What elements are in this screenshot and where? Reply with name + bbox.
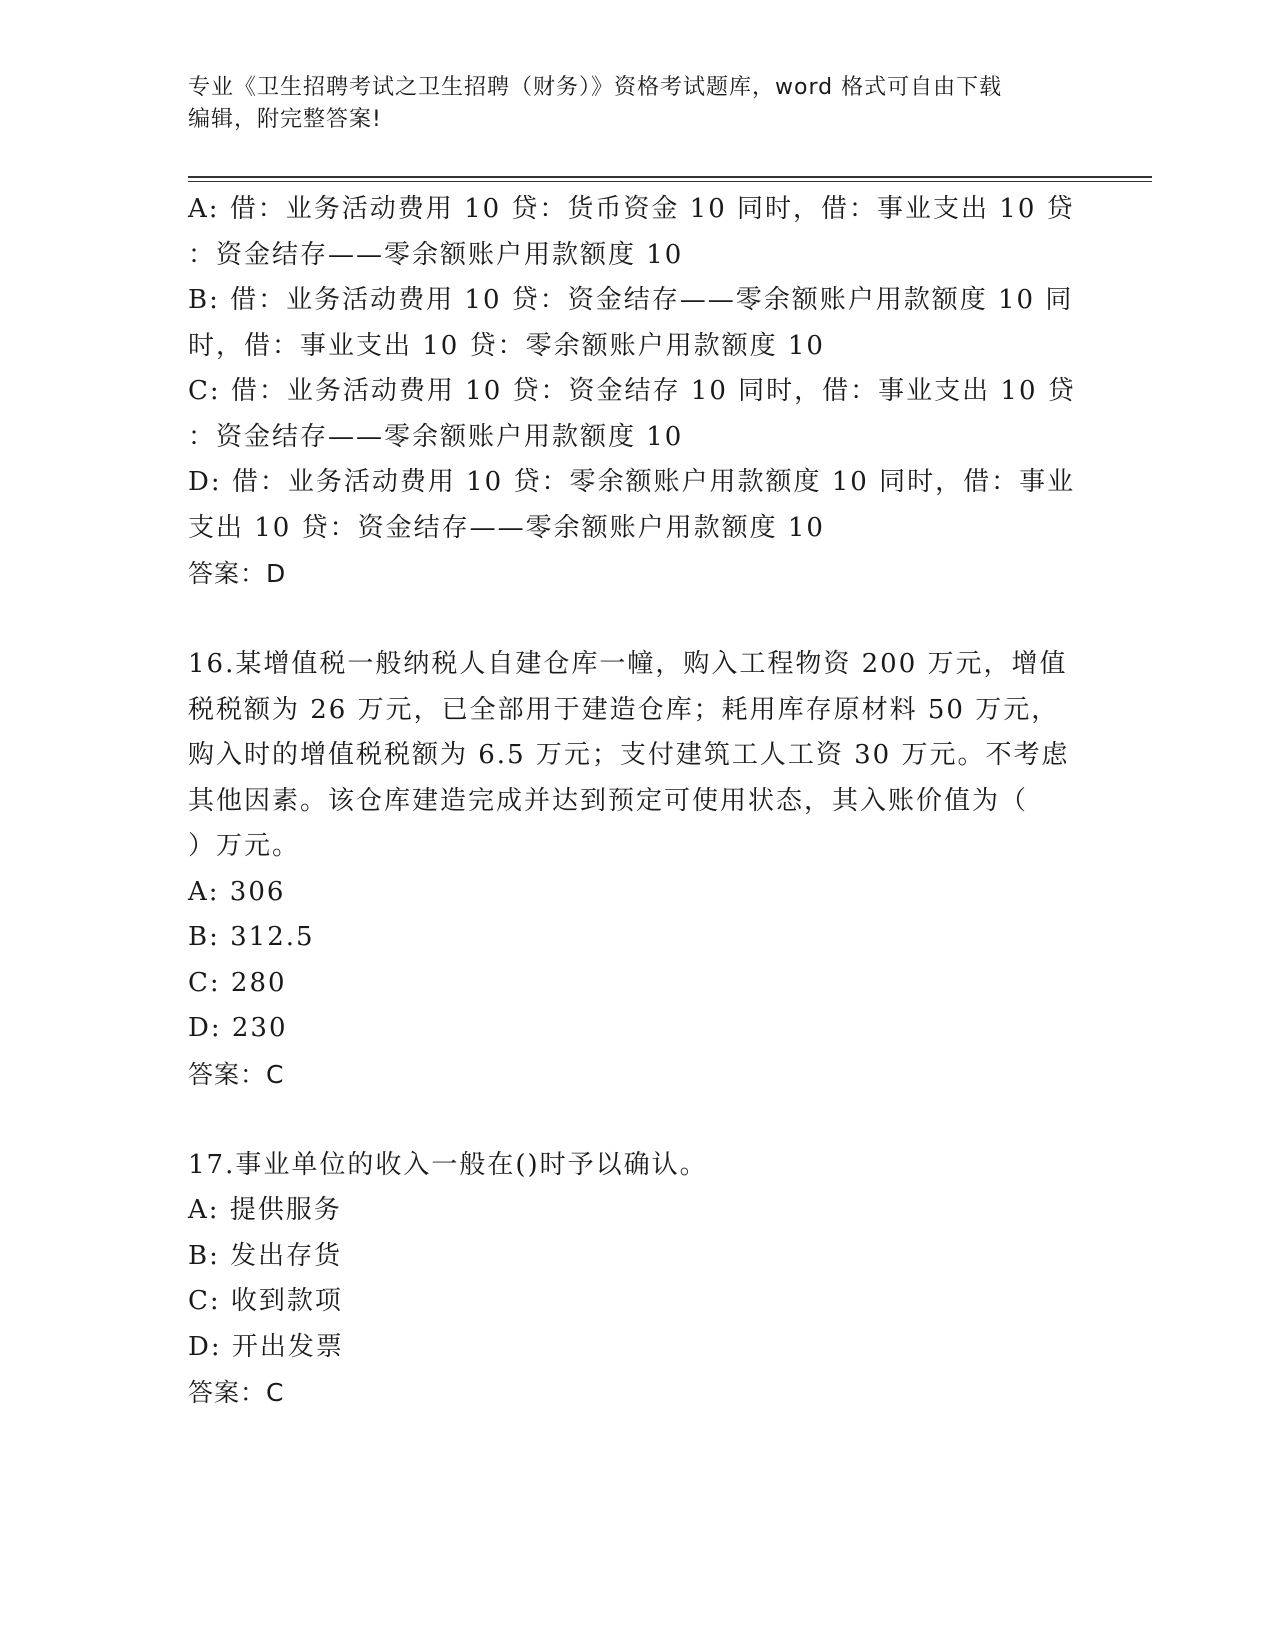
option-b: B: 发出存货 [188, 1240, 343, 1271]
question-text-line: 税税额为 26 万元，已全部用于建造仓库；耗用库存原材料 50 万元， [188, 694, 1060, 725]
option-b-line-2: 时，借：事业支出 10 贷：零余额账户用款额度 10 [188, 330, 825, 361]
answer: 答案：C [188, 1059, 285, 1089]
option-d: D: 开出发票 [188, 1331, 344, 1362]
spacer [188, 1097, 1068, 1143]
question-text-line: 17.事业单位的收入一般在()时予以确认。 [188, 1149, 708, 1180]
option-d-line-1: D: 借：业务活动费用 10 贷：零余额账户用款额度 10 同时，借：事业 [188, 467, 1076, 497]
header-line-1: 专业《卫生招聘考试之卫生招聘（财务）》资格考试题库，word 格式可自由下载 [188, 75, 1003, 100]
answer: 答案：C [188, 1378, 285, 1407]
question-16 [188, 642, 1068, 1097]
question-text-line: 其他因素。该仓库建造完成并达到预定可使用状态，其入账价值为（ [188, 785, 1029, 816]
spacer [188, 597, 1068, 643]
option-a-line-1: A: 借：业务活动费用 10 贷：货币资金 10 同时，借：事业支出 10 贷 [188, 194, 1075, 224]
option-c: C: 收到款项 [188, 1286, 343, 1316]
option-c: C: 280 [188, 967, 287, 998]
option-c-line-1: C: 借：业务活动费用 10 贷：资金结存 10 同时，借：事业支出 10 贷 [188, 376, 1076, 406]
option-a: A: 306 [188, 876, 286, 907]
question-17 [188, 1143, 1068, 1416]
option-b: B: 312.5 [188, 922, 315, 952]
header-rule-thin [188, 181, 1152, 182]
option-c-line-2: ：资金结存——零余额账户用款额度 10 [188, 421, 684, 452]
question-content [188, 187, 1076, 1416]
question-15 [188, 187, 1076, 597]
header-rule-thick [188, 176, 1152, 178]
option-a: A: 提供服务 [188, 1195, 342, 1225]
option-a-line-2: ：资金结存——零余额账户用款额度 10 [188, 239, 684, 270]
document-header [188, 72, 1068, 136]
option-b-line-1: B: 借：业务活动费用 10 贷：资金结存——零余额账户用款额度 10 同 [188, 285, 1074, 315]
question-text-line: ）万元。 [188, 831, 301, 861]
header-line-2: 编辑，附完整答案! [188, 107, 382, 132]
question-text-line: 16.某增值税一般纳税人自建仓库一幢，购入工程物资 200 万元，增值 [188, 649, 1068, 679]
option-d-line-2: 支出 10 贷：资金结存——零余额账户用款额度 10 [188, 512, 825, 543]
answer: 答案：D [188, 559, 287, 588]
question-text-line: 购入时的增值税税额为 6.5 万元；支付建筑工人工资 30 万元。不考虑 [188, 740, 1070, 770]
option-d: D: 230 [188, 1013, 288, 1043]
